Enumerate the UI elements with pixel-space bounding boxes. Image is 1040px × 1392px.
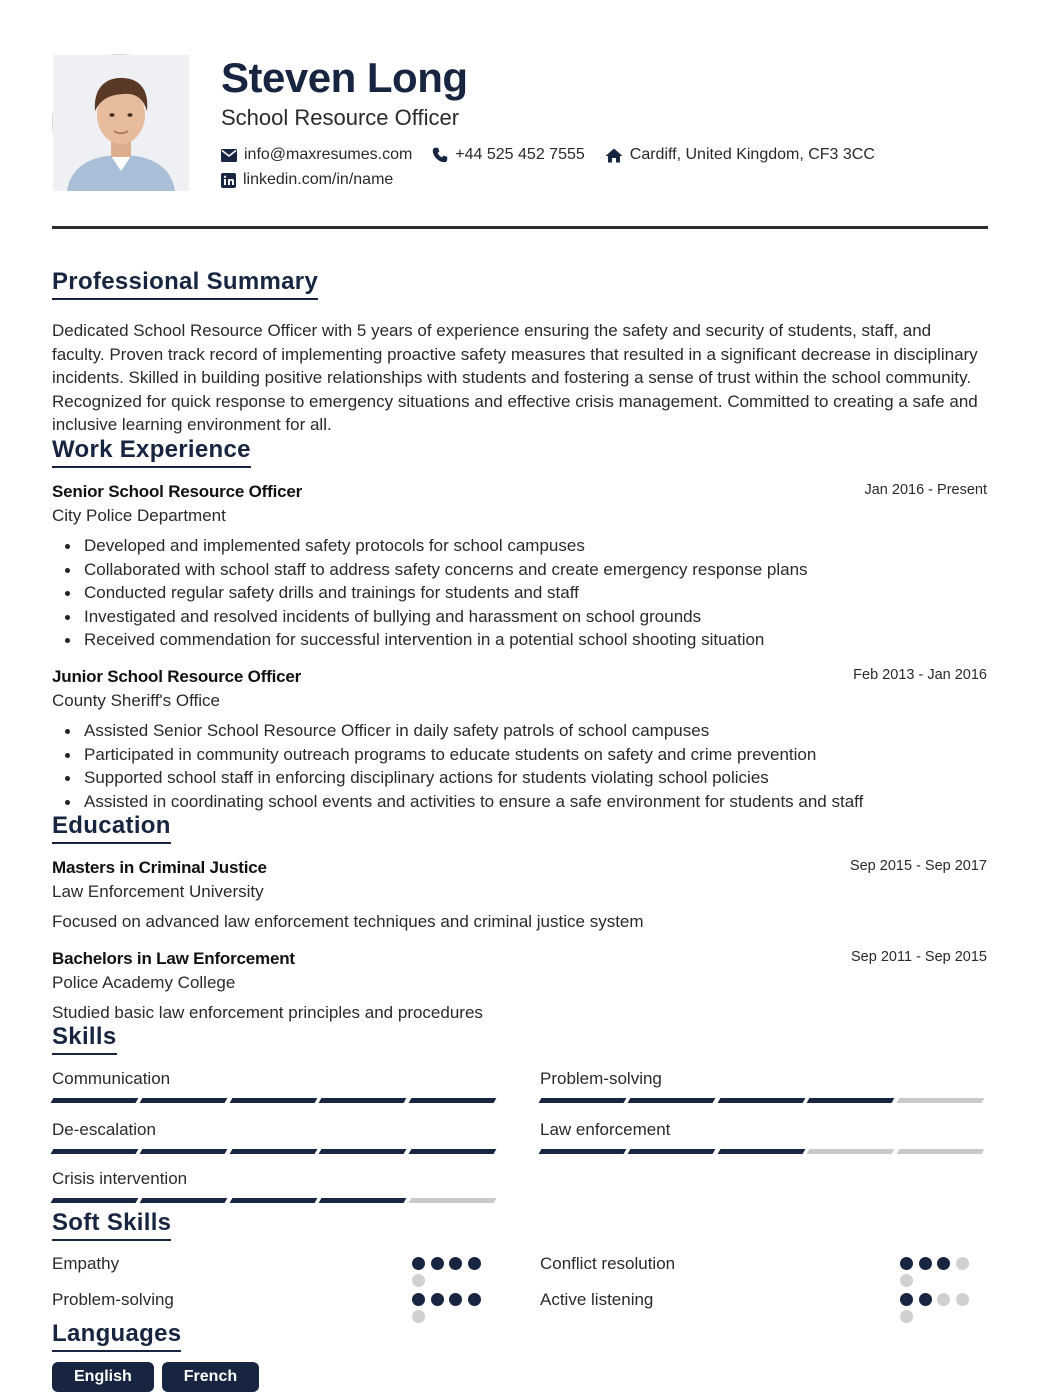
skill-level-segment <box>896 1098 984 1103</box>
skill-label: Communication <box>52 1069 171 1088</box>
education-school: Law Enforcement University <box>52 882 264 901</box>
soft-skill-rating-dot <box>431 1293 444 1306</box>
education-degree: Masters in Criminal Justice <box>52 858 267 877</box>
soft-skill-rating-dot <box>919 1293 932 1306</box>
skill-level-segment <box>51 1149 139 1154</box>
skill-level-segment <box>319 1098 407 1103</box>
linkedin-icon <box>221 173 236 188</box>
skills-heading: Skills <box>52 1023 117 1055</box>
skill-level-bars <box>52 1098 499 1103</box>
skill-level-segment <box>539 1149 627 1154</box>
skill-level-segment <box>140 1149 228 1154</box>
phone-text: +44 525 452 7555 <box>455 146 585 163</box>
education-description: Studied basic law enforcement principles and procedures <box>52 1003 483 1022</box>
education-heading: Education <box>52 812 171 844</box>
skill-level-segment <box>408 1198 496 1203</box>
skill-item <box>540 1119 987 1154</box>
soft-skill-label: Problem-solving <box>52 1290 174 1309</box>
soft-skill-rating-dot <box>449 1293 462 1306</box>
skill-level-segment <box>51 1098 139 1103</box>
skill-level-segment <box>408 1098 496 1103</box>
job-bullet: Developed and implemented safety protocols for school campuses <box>52 534 988 558</box>
skill-level-segment <box>140 1198 228 1203</box>
soft-skill-rating-dot <box>412 1274 425 1287</box>
linkedin-text: linkedin.com/in/name <box>243 171 394 188</box>
skill-item <box>52 1119 499 1154</box>
skill-label: Problem-solving <box>540 1069 662 1088</box>
education-dates: Sep 2011 - Sep 2015 <box>851 949 987 965</box>
skill-label: De-escalation <box>52 1120 156 1139</box>
skill-item <box>52 1068 499 1103</box>
job-bullet: Received commendation for successful intervention in a potential school shooting situation <box>52 628 988 652</box>
skill-level-segment <box>628 1149 716 1154</box>
skill-level-bars <box>52 1149 499 1154</box>
soft-skill-item <box>540 1252 987 1276</box>
soft-skill-item <box>540 1288 987 1312</box>
skill-level-segment <box>319 1149 407 1154</box>
soft-skill-rating-dot <box>468 1293 481 1306</box>
soft-skill-rating-dot <box>412 1310 425 1323</box>
skill-level-segment <box>51 1198 139 1203</box>
languages-heading: Languages <box>52 1320 181 1352</box>
skill-level-segment <box>229 1198 317 1203</box>
soft-skills-heading: Soft Skills <box>52 1209 171 1241</box>
soft-skill-label: Conflict resolution <box>540 1254 676 1273</box>
candidate-title: School Resource Officer <box>221 105 460 130</box>
job-entry <box>52 666 988 813</box>
skill-item <box>540 1068 987 1103</box>
soft-skill-rating-dot <box>468 1257 481 1270</box>
home-icon <box>605 148 623 163</box>
education-description: Focused on advanced law enforcement techniques and criminal justice system <box>52 912 644 931</box>
email-item[interactable] <box>221 145 412 165</box>
skill-level-segment <box>539 1098 627 1103</box>
skill-level-segment <box>628 1098 716 1103</box>
soft-skill-label: Active listening <box>540 1290 654 1309</box>
soft-skill-rating-dot <box>412 1293 425 1306</box>
job-bullets <box>52 534 988 652</box>
education-entry <box>52 948 988 1024</box>
skill-level-bars <box>540 1149 987 1154</box>
email-text: info@maxresumes.com <box>244 146 413 163</box>
soft-skill-label: Empathy <box>52 1254 120 1273</box>
soft-skill-rating-dot <box>900 1257 913 1270</box>
location-item <box>605 145 875 165</box>
job-role: Senior School Resource Officer <box>52 482 303 501</box>
profile-photo <box>52 54 188 190</box>
soft-skill-rating-dot <box>956 1257 969 1270</box>
skill-level-segment <box>896 1149 984 1154</box>
job-organization: City Police Department <box>52 506 226 525</box>
language-tag: English <box>52 1362 154 1392</box>
education-dates: Sep 2015 - Sep 2017 <box>849 858 987 874</box>
job-bullets <box>52 719 988 813</box>
location-text: Cardiff, United Kingdom, CF3 3CC <box>629 146 875 163</box>
portrait-image <box>53 55 189 191</box>
job-bullet: Participated in community outreach programs to educate students on safety and crime prevention <box>52 743 988 767</box>
skill-level-segment <box>807 1098 895 1103</box>
skill-label: Crisis intervention <box>52 1169 188 1188</box>
soft-skill-rating-dot <box>956 1293 969 1306</box>
language-tag: French <box>162 1362 259 1392</box>
education-entry <box>52 857 988 933</box>
language-tags <box>52 1362 267 1392</box>
soft-skill-rating-dot <box>900 1310 913 1323</box>
resume-header <box>52 54 988 194</box>
header-divider <box>52 226 988 229</box>
soft-skill-item <box>52 1288 499 1312</box>
job-bullet: Collaborated with school staff to address safety concerns and create emergency response plans <box>52 558 988 582</box>
skill-level-segment <box>408 1149 496 1154</box>
job-bullet: Assisted in coordinating school events and activities to ensure a safe environment for students and staff <box>52 790 988 814</box>
summary-text: Dedicated School Resource Officer with 5 years of experience ensuring the safety and security of students, staff, and faculty. Proven track record of implementing proactive safety measures that resulted in a significant decrease in disciplinary incidents. Skilled in building positive relationships with students and fostering a sense of trust within the school community. Recognized for quick response to emergency situations and effective crisis management. Committed to creating a safe and inclusive learning environment for all. <box>52 321 978 434</box>
skill-level-segment <box>717 1098 805 1103</box>
job-bullet: Assisted Senior School Resource Officer in daily safety patrols of school campuses <box>52 719 988 743</box>
job-entry <box>52 481 988 652</box>
skill-level-segment <box>319 1198 407 1203</box>
candidate-name: Steven Long <box>221 54 468 101</box>
job-dates: Jan 2016 - Present <box>864 482 987 498</box>
soft-skill-rating-dot <box>900 1293 913 1306</box>
phone-icon <box>432 147 448 163</box>
soft-skill-item <box>52 1252 499 1276</box>
soft-skill-rating-dot <box>919 1257 932 1270</box>
soft-skill-rating-dot <box>449 1257 462 1270</box>
skill-level-segment <box>717 1149 805 1154</box>
skill-label: Law enforcement <box>540 1120 671 1139</box>
skill-level-segment <box>140 1098 228 1103</box>
skill-level-segment <box>229 1098 317 1103</box>
contact-info <box>221 145 895 195</box>
job-role: Junior School Resource Officer <box>52 667 302 686</box>
job-bullet: Supported school staff in enforcing disciplinary actions for students violating school policies <box>52 766 988 790</box>
linkedin-item[interactable] <box>221 170 393 190</box>
summary-heading: Professional Summary <box>52 268 318 300</box>
job-bullet: Conducted regular safety drills and trainings for students and staff <box>52 581 988 605</box>
soft-skill-rating-dot <box>431 1257 444 1270</box>
soft-skill-rating-dot <box>900 1274 913 1287</box>
skill-level-segment <box>229 1149 317 1154</box>
soft-skill-rating-dot <box>937 1257 950 1270</box>
experience-heading: Work Experience <box>52 436 251 468</box>
skill-level-segment <box>807 1149 895 1154</box>
skill-level-bars <box>52 1198 499 1203</box>
soft-skill-rating-dot <box>937 1293 950 1306</box>
education-school: Police Academy College <box>52 973 236 992</box>
job-bullet: Investigated and resolved incidents of bullying and harassment on school grounds <box>52 605 988 629</box>
education-degree: Bachelors in Law Enforcement <box>52 949 295 968</box>
skill-item <box>52 1168 499 1203</box>
job-organization: County Sheriff's Office <box>52 691 220 710</box>
skill-level-bars <box>540 1098 987 1103</box>
phone-item[interactable] <box>432 145 584 165</box>
envelope-icon <box>221 149 237 162</box>
job-dates: Feb 2013 - Jan 2016 <box>853 667 987 683</box>
soft-skill-rating-dot <box>412 1257 425 1270</box>
